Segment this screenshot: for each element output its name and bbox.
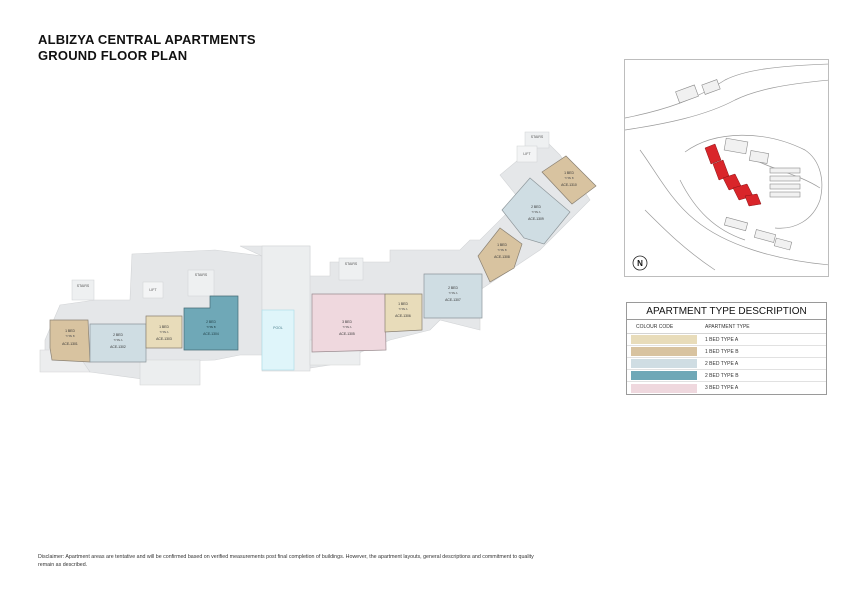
- unit-type: 2 BED: [113, 333, 123, 337]
- unit-variant: TYPE B: [564, 177, 574, 180]
- unit-code: ACE-1302: [110, 345, 126, 349]
- label-lift-2: LIFT: [523, 152, 531, 156]
- site-map-drawing: [625, 60, 829, 277]
- legend-row: [627, 358, 826, 370]
- legend-label: 2 BED TYPE A: [705, 360, 739, 367]
- unit-variant: TYPE A: [113, 339, 123, 342]
- unit-type: 1 BED: [564, 171, 574, 175]
- unit-code: ACE-1308: [494, 255, 510, 259]
- unit-ace-1305[interactable]: [312, 294, 386, 352]
- pool: [262, 310, 294, 370]
- label-stairs-4: STAIRS: [530, 135, 544, 139]
- unit-variant: TYPE A: [398, 308, 408, 311]
- core-stairs-3: [339, 258, 363, 280]
- unit-ace-1307[interactable]: [424, 274, 482, 318]
- unit-ace-1302[interactable]: [90, 324, 146, 362]
- core-stairs-2: [188, 270, 214, 296]
- unit-code: ACE-1307: [445, 298, 461, 302]
- unit-variant: TYPE A: [159, 331, 169, 334]
- unit-variant: TYPE A: [448, 292, 458, 295]
- legend-rows: [627, 334, 826, 394]
- north-arrow-icon: [633, 256, 647, 270]
- legend-row: [627, 370, 826, 382]
- legend-swatch: [631, 335, 697, 344]
- core-lift-2: [517, 146, 537, 162]
- unit-variant: TYPE A: [531, 211, 541, 214]
- disclaimer-text: Disclaimer: Apartment areas are tentative and will be confirmed based on verified measurements post final completion of buildings. However, the apartment layouts, general descriptions and commitment to quality remain as described.: [38, 554, 534, 568]
- legend-label: 1 BED TYPE A: [705, 336, 739, 343]
- unit-type: 1 BED: [159, 325, 169, 329]
- legend-label: 3 BED TYPE A: [705, 385, 739, 391]
- unit-code: ACE-1305: [339, 332, 355, 336]
- title-line-1: ALBIZYA CENTRAL APARTMENTS: [38, 32, 256, 47]
- unit-code: ACE-1301: [62, 342, 78, 346]
- unit-type: 2 BED: [448, 286, 458, 290]
- legend-col-type: APARTMENT TYPE: [705, 324, 750, 330]
- label-pool: POOL: [273, 326, 283, 330]
- unit-type: 3 BED: [342, 320, 352, 324]
- legend-swatch: [631, 347, 697, 356]
- legend-col-colour: COLOUR CODE: [636, 324, 674, 330]
- unit-type: 1 BED: [398, 302, 408, 306]
- unit-ace-1303[interactable]: [146, 316, 182, 348]
- core-lift-1: [143, 282, 163, 298]
- apartment-type-legend: [626, 302, 827, 395]
- core-stairs-4: [525, 132, 549, 148]
- unit-type: 2 BED: [206, 320, 216, 324]
- unit-code: ACE-1310: [561, 183, 577, 187]
- unit-code: ACE-1309: [528, 217, 544, 221]
- label-stairs-2: STAIRS: [194, 273, 208, 277]
- unit-variant: TYPE B: [206, 326, 216, 329]
- label-lift-1: LIFT: [149, 288, 157, 292]
- legend-swatch: [631, 371, 697, 380]
- unit-type: 2 BED: [531, 205, 541, 209]
- title-line-2: GROUND FLOOR PLAN: [38, 48, 188, 63]
- legend-label: 1 BED TYPE B: [705, 348, 739, 355]
- legend-header: [627, 320, 826, 334]
- unit-code: ACE-1304: [203, 332, 219, 336]
- unit-code: ACE-1303: [156, 337, 172, 341]
- core-stairs-1: [72, 280, 94, 300]
- unit-variant: TYPE A: [342, 326, 352, 329]
- unit-variant: TYPE B: [497, 249, 507, 252]
- unit-ace-1301[interactable]: [50, 320, 90, 362]
- label-stairs-3: STAIRS: [344, 262, 358, 266]
- unit-type: 1 BED: [497, 243, 507, 247]
- site-location-map: [624, 59, 829, 277]
- unit-ace-1306[interactable]: [385, 294, 422, 332]
- legend-swatch: [631, 359, 697, 368]
- label-stairs-1: STAIRS: [76, 284, 90, 288]
- legend-title: APARTMENT TYPE DESCRIPTION: [627, 303, 826, 320]
- unit-code: ACE-1306: [395, 314, 411, 318]
- unit-type: 1 BED: [65, 329, 75, 333]
- north-label: N: [637, 259, 643, 268]
- legend-row: [627, 334, 826, 346]
- legend-row: [627, 382, 826, 394]
- legend-swatch: [631, 384, 697, 393]
- legend-row: [627, 346, 826, 358]
- legend-label: 2 BED TYPE B: [705, 372, 739, 379]
- unit-variant: TYPE B: [65, 335, 75, 338]
